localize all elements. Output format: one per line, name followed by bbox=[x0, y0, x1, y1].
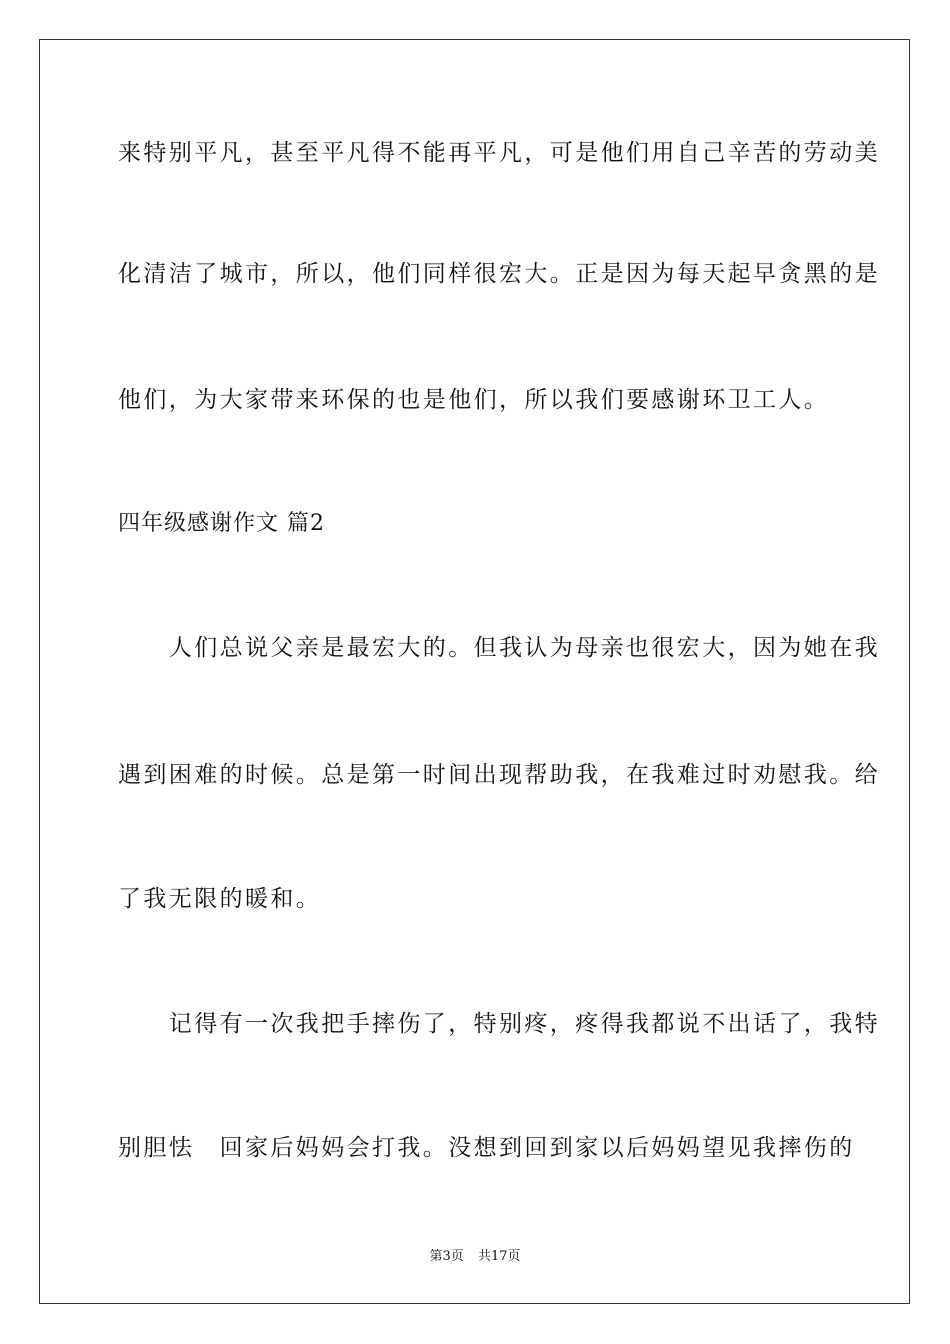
text-line-3: 他们，为大家带来环保的也是他们，所以我们要感谢环卫工人。 bbox=[118, 387, 830, 413]
text-line-5: 遇到困难的时候。总是第一时间出现帮助我，在我难过时劝慰我。给 bbox=[118, 762, 880, 788]
page-footer bbox=[0, 1248, 950, 1266]
text-line-7: 记得有一次我把手摔伤了，特别疼，疼得我都说不出话了，我特 bbox=[118, 1011, 880, 1037]
text-line-4: 人们总说父亲是最宏大的。但我认为母亲也很宏大，因为她在我 bbox=[118, 635, 880, 661]
text-line-1: 来特别平凡，甚至平凡得不能再平凡，可是他们用自己辛苦的劳动美 bbox=[118, 140, 880, 166]
text-line-2: 化清洁了城市，所以，他们同样很宏大。正是因为每天起早贪黑的是 bbox=[118, 261, 880, 287]
text-line-8: 别胆怯 回家后妈妈会打我。没想到回到家以后妈妈望见我摔伤的 bbox=[118, 1135, 855, 1161]
page-number-total: 共17页 bbox=[477, 1249, 521, 1264]
text-line-6: 了我无限的暖和。 bbox=[118, 886, 322, 912]
section-heading: 四年级感谢作文 篇2 bbox=[118, 511, 325, 536]
page-border bbox=[39, 39, 910, 1304]
page-number-current: 第3页 bbox=[429, 1249, 464, 1264]
